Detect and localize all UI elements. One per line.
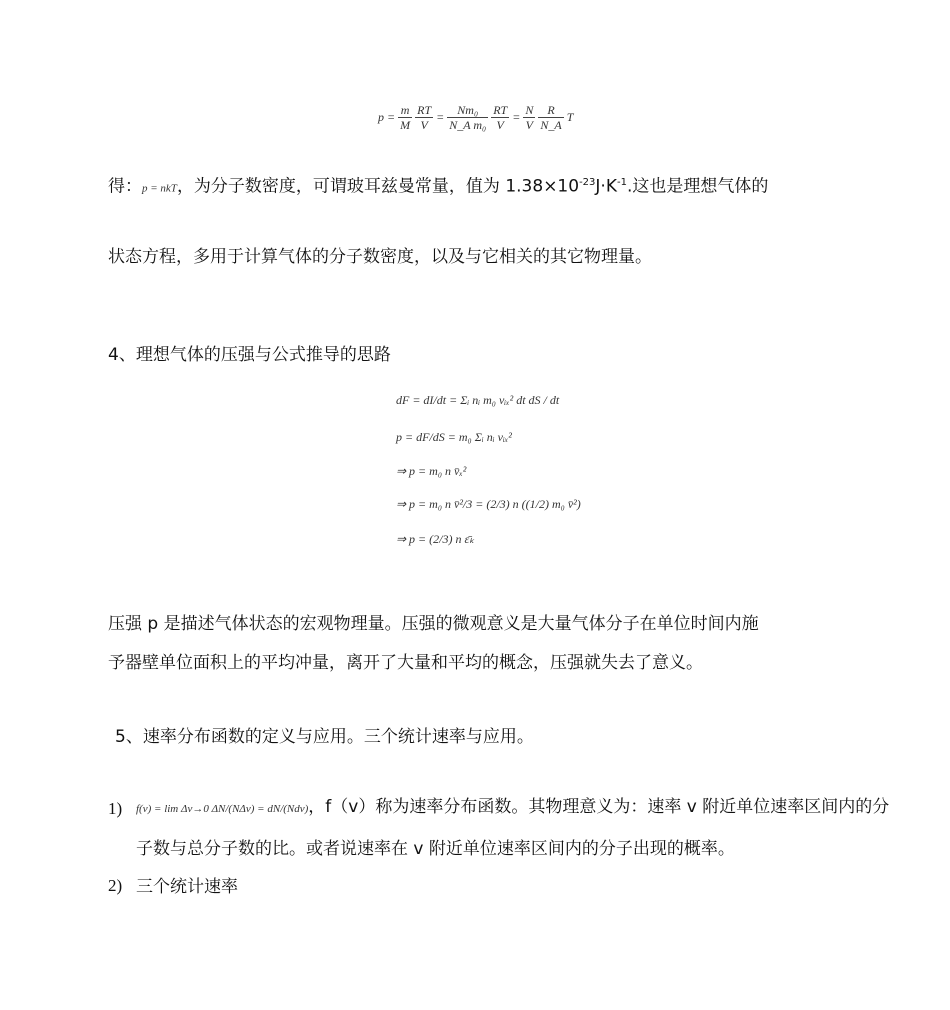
list-item-1-line2: 子数与总分子数的比。或者说速率在 v 附近单位速率区间内的分子出现的概率。 — [136, 839, 735, 859]
paragraph-pressure-line1: 压强 p 是描述气体状态的宏观物理量。压强的微观意义是大量气体分子在单位时间内施 — [108, 614, 759, 634]
paragraph-boltzmann: 得：p = nkT，为分子数密度，可谓玻耳兹曼常量，值为 $1.38\times 10^{-23}J\cdot K^{-1}$.这也是理想气体的 — [108, 176, 769, 197]
derivation-eq2: p = dF/dS = m₀ Σᵢ nᵢ vᵢₓ² — [396, 430, 512, 444]
list-item-1 — [136, 796, 889, 818]
section-5-heading: 5、速率分布函数的定义与应用。三个统计速率与应用。 — [115, 727, 534, 747]
speed-distribution-formula: f(v) = lim Δv→0 ΔN/(NΔv) = dN/(Ndv) — [136, 803, 309, 815]
list-item-1-text: ，f（v）称为速率分布函数。其物理意义为：速率 v 附近单位速率区间内的分 — [308, 797, 890, 817]
paragraph-pressure-line2: 予器壁单位面积上的平均冲量，离开了大量和平均的概念，压强就失去了意义。 — [108, 653, 703, 673]
list-item-2-number: 2) — [108, 876, 123, 895]
paragraph-boltzmann-line2: 状态方程，多用于计算气体的分子数密度，以及与它相关的其它物理量。 — [108, 247, 652, 267]
list-item-2-text: 三个统计速率 — [136, 877, 238, 897]
derivation-eq1: dF = dI/dt = Σᵢ nᵢ m₀ vᵢₓ² dt dS / dt — [396, 393, 560, 407]
list-item-1-number: 1) — [108, 799, 123, 818]
derivation-eq4: ⇒ p = m₀ n v̄²/3 = (2/3) n ((1/2) m₀ v̄²) — [396, 497, 581, 511]
derivation-eq5: ⇒ p = (2/3) n ε̄ₖ — [396, 532, 475, 546]
section-4-heading: 4、理想气体的压强与公式推导的思路 — [108, 345, 391, 365]
formula-ideal-gas-pressure: p = $\frac{m}{M}$ $\frac{RT}{V}$ = $\frac{\text{Nm₀}}{\text{N\_A m₀}}$ $\frac{RT}{V}$ = $\frac{N}{V}$ $\frac{R}{N\_A}$ T — [378, 103, 574, 132]
derivation-eq3: ⇒ p = m₀ n v̄ₓ² — [396, 464, 467, 478]
